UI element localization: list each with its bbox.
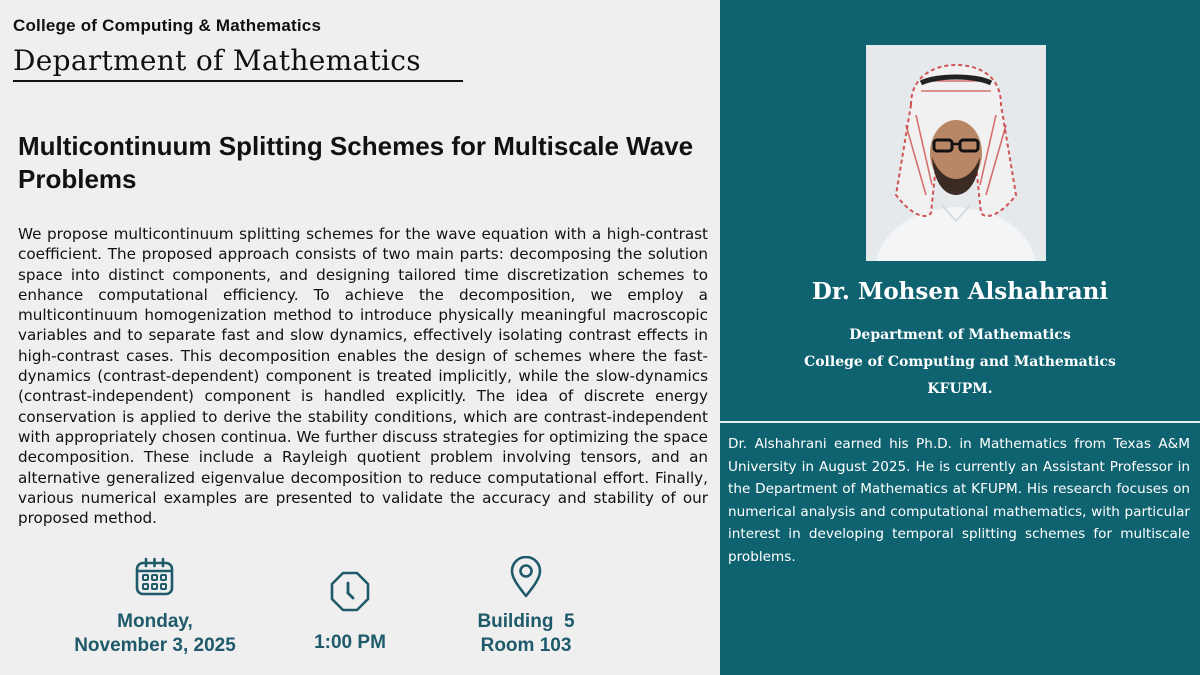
department-heading: Department of Mathematics: [13, 44, 421, 77]
speaker-university: KFUPM.: [927, 381, 993, 397]
event-location: [446, 556, 606, 658]
heading-underline: [13, 80, 463, 82]
event-date-weekday: Monday,: [117, 611, 193, 632]
speaker-photo: [866, 45, 1046, 261]
speaker-bio: Dr. Alshahrani earned his Ph.D. in Mathematics from Texas A&M University in August 2025. He is currently an Assistant Professor in the Department of Mathematics at KFUPM. His research focuses on numerical analysis and computational mathematics, with particular interest in developing temporal splitting schemes for multiscale problems.: [728, 436, 1190, 565]
speaker-affiliation: [720, 322, 1200, 403]
event-building: Building 5: [477, 611, 575, 632]
talk-abstract: We propose multicontinuum splitting schemes for the wave equation with a high-contrast coefficient. The proposed approach consists of two main parts: decomposing the solution space into distinct components, and designing tailored time discretization schemes to enhance computational efficiency. To achieve the decomposition, we employ a multicontinuum homogenization method to introduce physically meaningful macroscopic variables and to separate fast and slow dynamics, effectively isolating contrast effects in high-contrast cases. This decomposition enables the design of schemes where the fast-dynamics (contrast-dependent) component is treated implicitly, while the slow-dynamics (contrast-independent) component is handled explicitly. The idea of discrete energy conservation is applied to derive the stability conditions, which are contrast-independent with appropriately chosen continua. We further discuss strategies for optimizing the space decomposition. These include a Rayleigh quotient problem involving tensors, and an alternative generalized eigenvalue decomposition to reduce computational effort. Finally, various numerical examples are presented to validate the accuracy and stability of our proposed method.: [18, 225, 708, 528]
event-date: [55, 556, 255, 658]
event-time-text: 1:00 PM: [314, 632, 386, 653]
speaker-college: College of Computing and Mathematics: [804, 354, 1116, 370]
event-time: [290, 556, 410, 655]
calendar-icon: [55, 556, 255, 598]
location-pin-icon: [446, 556, 606, 598]
speaker-divider: [720, 421, 1200, 423]
clock-icon: [290, 570, 410, 614]
college-name: College of Computing & Mathematics: [13, 16, 322, 35]
speaker-name: Dr. Mohsen Alshahrani: [811, 278, 1109, 305]
event-room: Room 103: [480, 635, 572, 656]
talk-title: Multicontinuum Splitting Schemes for Multiscale Wave Problems: [18, 131, 694, 194]
speaker-department: Department of Mathematics: [849, 327, 1071, 343]
event-date-full: November 3, 2025: [74, 635, 236, 656]
